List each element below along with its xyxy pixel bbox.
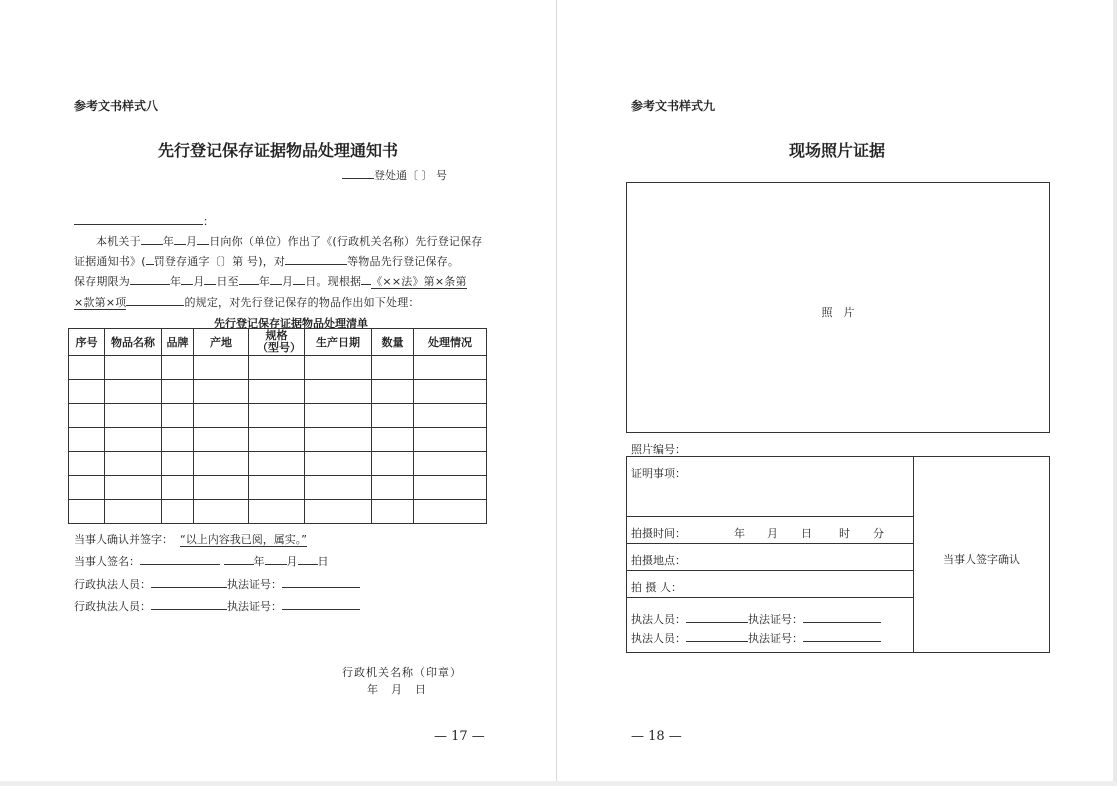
officer-line-2: 执法人员： 执法证号： xyxy=(631,630,881,646)
table-row xyxy=(69,404,487,428)
table-cell xyxy=(69,428,105,452)
col-header: 产地 xyxy=(194,329,249,356)
table-cell xyxy=(69,404,105,428)
table-row xyxy=(69,380,487,404)
table-cell xyxy=(105,404,162,428)
table-cell xyxy=(249,356,305,380)
table-cell xyxy=(414,380,487,404)
proof-matter-label: 证明事项： xyxy=(631,467,686,480)
para-line-1: 本机关于 年 月 日向你（单位）作出了《(行政机关名称）先行登记保存 xyxy=(96,235,483,248)
photo-placeholder: 照 片 xyxy=(821,306,855,319)
col-header: 序号 xyxy=(69,329,105,356)
table-body xyxy=(69,356,487,524)
table-cell xyxy=(105,356,162,380)
table-cell xyxy=(194,380,249,404)
photographer-label: 拍 摄 人： xyxy=(631,581,682,594)
table-cell xyxy=(372,452,414,476)
table-cell xyxy=(414,452,487,476)
table-cell xyxy=(305,476,372,500)
ref-number: 登处通〔 〕 号 xyxy=(342,167,447,183)
col-header: 品牌 xyxy=(162,329,194,356)
table-cell xyxy=(194,356,249,380)
officer-line-1: 执法人员： 执法证号： xyxy=(631,611,881,627)
table-cell xyxy=(372,380,414,404)
table-cell xyxy=(194,500,249,524)
doc-style-label: 参考文书样式八 xyxy=(74,99,159,113)
table-row xyxy=(69,500,487,524)
table-cell xyxy=(105,500,162,524)
para-line-3: 保存期限为 年 月 日至 年 月 日。现根据 《××法》第×条第 xyxy=(74,275,467,288)
table-cell xyxy=(305,356,372,380)
table-cell xyxy=(372,476,414,500)
disposal-table xyxy=(68,328,487,524)
table-cell xyxy=(249,452,305,476)
table-cell xyxy=(105,452,162,476)
table-cell xyxy=(162,452,194,476)
recipient-blank xyxy=(74,213,203,225)
page-number: — 18 — xyxy=(631,729,682,744)
table-cell xyxy=(194,404,249,428)
table-cell xyxy=(414,500,487,524)
doc-title: 现场照片证据 xyxy=(788,141,885,160)
table-cell xyxy=(305,404,372,428)
officer-line-2: 行政执法人员： 执法证号： xyxy=(74,598,360,614)
photo-frame xyxy=(626,182,1050,433)
table-cell xyxy=(305,452,372,476)
table-cell xyxy=(162,356,194,380)
confirm-line: 当事人确认并签字： “以上内容我已阅，属实。” xyxy=(74,533,307,546)
scrollbar-edge xyxy=(1113,0,1117,786)
time-hour: 时 xyxy=(839,527,850,540)
page-18 xyxy=(557,0,1117,786)
recipient-line: ： xyxy=(74,213,214,229)
shoot-place-label: 拍摄地点： xyxy=(631,554,686,567)
time-minute: 分 xyxy=(873,527,884,540)
table-cell xyxy=(414,356,487,380)
table-cell xyxy=(162,380,194,404)
table-cell xyxy=(372,404,414,428)
table-cell xyxy=(162,404,194,428)
col-header: 生产日期 xyxy=(305,329,372,356)
table-cell xyxy=(249,404,305,428)
page-17 xyxy=(0,0,556,786)
table-cell xyxy=(69,476,105,500)
table-cell xyxy=(414,476,487,500)
doc-title: 先行登记保存证据物品处理通知书 xyxy=(157,141,398,160)
table-cell xyxy=(249,428,305,452)
table-cell xyxy=(194,476,249,500)
time-day: 日 xyxy=(801,527,812,540)
table-cell xyxy=(305,500,372,524)
table-cell xyxy=(105,380,162,404)
shoot-time-label: 拍摄时间： xyxy=(631,527,686,540)
table-row xyxy=(69,452,487,476)
table-divider xyxy=(913,456,914,653)
table-cell xyxy=(162,500,194,524)
para-line-4: ×款第×项 的规定，对先行登记保存的物品作出如下处理： xyxy=(74,296,420,309)
para-line-2: 证据通知书》( 罚登存通字〔〕第 号)，对 等物品先行登记保存。 xyxy=(74,255,460,268)
col-header: 处理情况 xyxy=(414,329,487,356)
table-row xyxy=(69,428,487,452)
col-header: 规格（型号） xyxy=(249,329,305,356)
table-cell xyxy=(414,404,487,428)
table-cell xyxy=(305,380,372,404)
seal-date: 年 月 日 xyxy=(367,683,427,696)
table-cell xyxy=(414,428,487,452)
page-number: — 17 — xyxy=(434,729,485,744)
time-month: 月 xyxy=(767,527,778,540)
table-cell xyxy=(69,356,105,380)
party-signature-confirm: 当事人签字确认 xyxy=(943,553,1020,566)
ref-blank xyxy=(342,167,374,179)
table-cell xyxy=(249,380,305,404)
table-cell xyxy=(105,428,162,452)
table-cell xyxy=(162,428,194,452)
table-header-row xyxy=(69,329,487,356)
table-cell xyxy=(249,476,305,500)
officer-line-1: 行政执法人员： 执法证号： xyxy=(74,576,360,592)
table-cell xyxy=(69,380,105,404)
time-year: 年 xyxy=(734,527,745,540)
table-cell xyxy=(69,452,105,476)
doc-style-label: 参考文书样式九 xyxy=(631,99,716,113)
table-row xyxy=(69,476,487,500)
table-cell xyxy=(162,476,194,500)
photo-number-label: 照片编号： xyxy=(631,443,686,456)
col-header: 数量 xyxy=(372,329,414,356)
table-cell xyxy=(249,500,305,524)
table-cell xyxy=(372,428,414,452)
table-row xyxy=(69,356,487,380)
table-cell xyxy=(305,428,372,452)
table-cell xyxy=(105,476,162,500)
agency-seal: 行政机关名称（印章） xyxy=(342,666,462,679)
table-cell xyxy=(194,428,249,452)
table-cell xyxy=(69,500,105,524)
table-cell xyxy=(372,500,414,524)
party-signature-line: 当事人签名： 年 月 日 xyxy=(74,555,329,568)
table-caption: 先行登记保存证据物品处理清单 xyxy=(214,317,368,330)
col-header: 物品名称 xyxy=(105,329,162,356)
table-cell xyxy=(194,452,249,476)
table-cell xyxy=(372,356,414,380)
